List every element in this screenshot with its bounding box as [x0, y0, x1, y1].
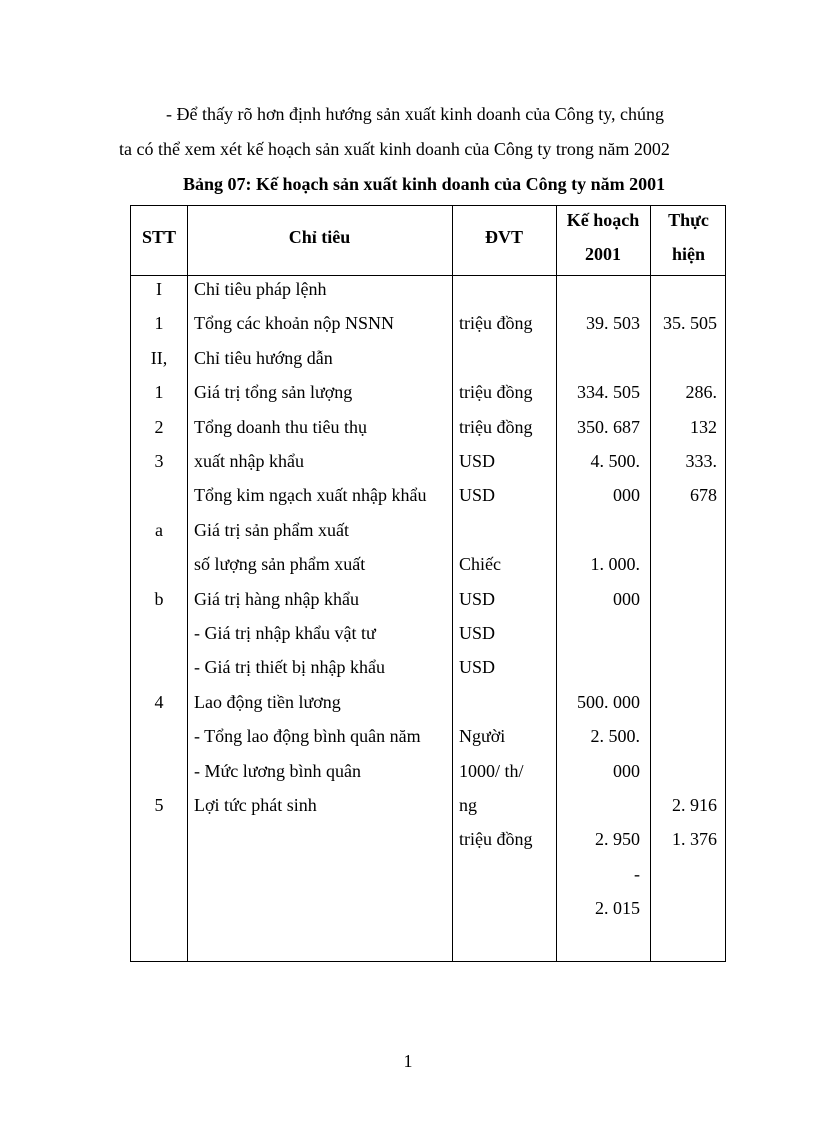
row-unit: triệu đồng [459, 382, 533, 403]
column-divider [187, 206, 188, 961]
row-unit: triệu đồng [459, 416, 533, 437]
row-stt: 2 [154, 416, 164, 437]
row-actual-value: 132 [690, 416, 717, 437]
row-indicator: Lợi tức phát sinh [194, 795, 317, 815]
header-indicator: Chỉ tiêu [288, 227, 351, 247]
header-actual-line2: hiện [671, 244, 705, 264]
row-plan-value: 000 [613, 588, 640, 609]
row-stt: 1 [154, 313, 164, 334]
row-plan-value: 334. 505 [577, 382, 640, 403]
page-number: 1 [403, 1051, 413, 1071]
row-stt: a [155, 519, 163, 540]
row-indicator: - Giá trị thiết bị nhập khẩu [194, 657, 385, 678]
row-actual-value: 333. [685, 451, 717, 471]
row-stt: 4 [154, 691, 164, 712]
row-unit: 1000/ th/ [459, 760, 524, 781]
row-stt: b [154, 588, 164, 609]
plan-table [130, 205, 726, 962]
row-indicator: Lao động tiền lương [194, 691, 341, 712]
header-unit: ĐVT [484, 227, 523, 247]
row-unit: USD [459, 485, 496, 506]
intro-line-2: ta có thể xem xét kế hoạch sản xuất kinh doanh của Công ty trong năm 2002 [119, 139, 670, 159]
row-plan-value: 2. 500. [590, 726, 640, 747]
row-indicator: Giá trị tổng sản lượng [194, 382, 353, 403]
row-plan-value: 500. 000 [577, 691, 640, 712]
row-unit: USD [459, 451, 496, 471]
row-indicator: Giá trị sản phẩm xuất [194, 519, 349, 540]
row-unit: USD [459, 623, 496, 643]
header-plan-line1: Kế hoạch [566, 210, 640, 230]
row-plan-value: - [634, 863, 640, 884]
row-plan-value: 4. 500. [590, 451, 640, 471]
column-divider [556, 206, 557, 961]
row-stt: I [156, 279, 162, 299]
intro-line-1: - Để thấy rõ hơn định hướng sản xuất kinh doanh của Công ty, chúng [166, 104, 665, 124]
row-unit: USD [459, 657, 496, 678]
row-indicator: - Mức lương bình quân [194, 760, 362, 781]
row-actual-value: 35. 505 [663, 313, 717, 334]
row-unit: Người [459, 726, 506, 747]
row-actual-value: 286. [685, 382, 717, 403]
row-plan-value: 1. 000. [590, 554, 640, 575]
row-indicator: Chỉ tiêu pháp lệnh [194, 279, 327, 299]
column-divider [452, 206, 453, 961]
column-divider [650, 206, 651, 961]
row-actual-value: 2. 916 [672, 795, 717, 815]
row-plan-value: 2. 015 [595, 898, 640, 919]
row-indicator: - Giá trị nhập khẩu vật tư [194, 623, 376, 643]
row-plan-value: 2. 950 [595, 829, 640, 850]
row-actual-value: 1. 376 [672, 829, 717, 850]
row-plan-value: 000 [613, 485, 640, 506]
header-stt: STT [141, 227, 177, 247]
row-actual-value: 678 [690, 485, 717, 506]
row-indicator: Chỉ tiêu hướng dẫn [194, 347, 333, 368]
row-plan-value: 39. 503 [586, 313, 640, 334]
row-indicator: số lượng sản phẩm xuất [194, 554, 366, 575]
row-stt: II, [150, 347, 168, 368]
row-stt: 1 [154, 382, 164, 403]
row-unit: ng [459, 795, 477, 815]
row-unit: USD [459, 588, 496, 609]
row-indicator: Tổng kim ngạch xuất nhập khẩu [194, 485, 427, 506]
row-unit: triệu đồng [459, 829, 533, 850]
header-plan-line2: 2001 [585, 244, 621, 264]
row-indicator: Giá trị hàng nhập khẩu [194, 588, 359, 609]
row-unit: triệu đồng [459, 313, 533, 334]
row-unit: Chiếc [459, 554, 501, 575]
header-actual-line1: Thực [668, 210, 709, 230]
row-indicator: Tổng các khoản nộp NSNN [194, 313, 394, 334]
table-caption: Bảng 07: Kế hoạch sản xuất kinh doanh của Công ty năm 2001 [183, 174, 666, 194]
row-plan-value: 350. 687 [577, 416, 640, 437]
row-indicator: xuất nhập khẩu [194, 451, 304, 471]
header-divider [131, 275, 725, 276]
row-indicator: - Tổng lao động bình quân năm [194, 726, 421, 747]
row-indicator: Tổng doanh thu tiêu thụ [194, 416, 367, 437]
row-plan-value: 000 [613, 760, 640, 781]
row-stt: 3 [154, 451, 164, 471]
row-stt: 5 [154, 795, 164, 815]
